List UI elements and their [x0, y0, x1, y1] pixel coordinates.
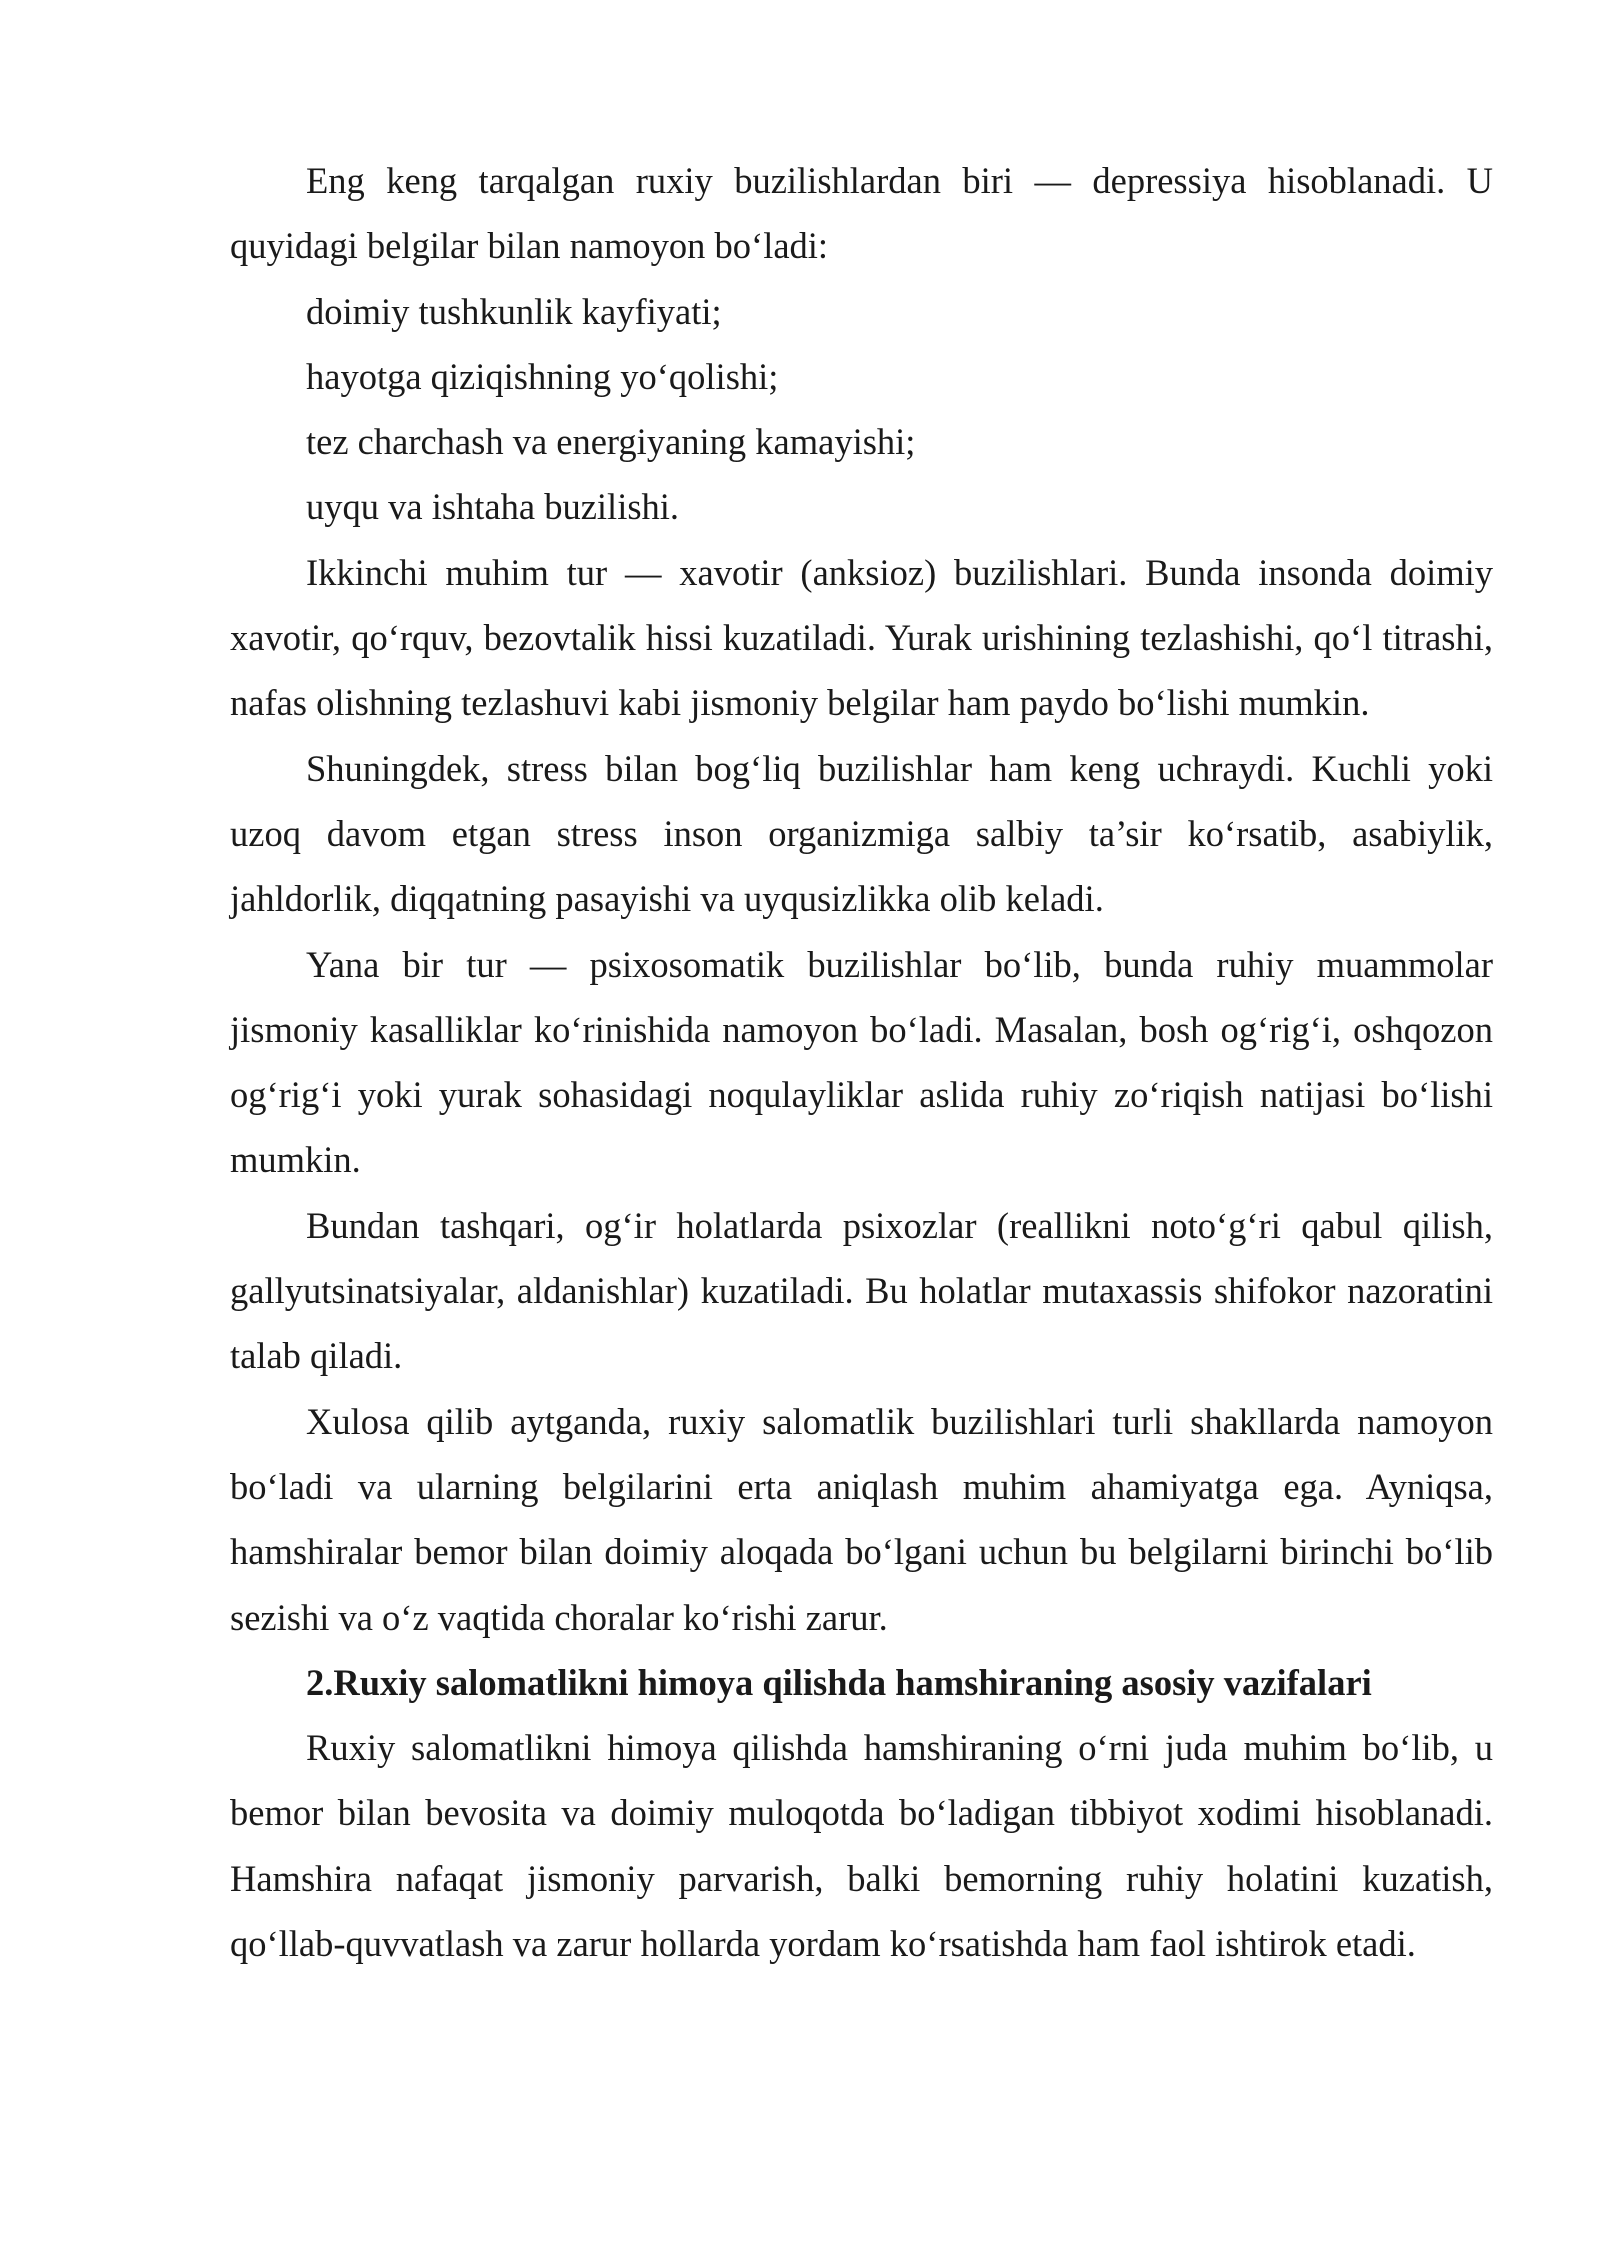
document-page — [230, 148, 1493, 1976]
depression-sign-item: doimiy tushkunlik kayfiyati; — [306, 290, 722, 332]
psychosis-paragraph: Bundan tashqari, og‘ir holatlarda psixozlar (reallikni noto‘g‘ri qabul qilish, gallyutsinatsiyalar, aldanishlar) kuzatiladi. Bu holatlar mutaxassis shifokor nazoratini talab qiladi. — [230, 1204, 1493, 1377]
conclusion-paragraph: Xulosa qilib aytganda, ruxiy salomatlik buzilishlari turli shakllarda namoyon bo‘ladi va ularning belgilarini erta aniqlash muhim ahamiyatga ega. Ayniqsa, hamshiralar bemor bilan doimiy aloqada bo‘lgani uchun bu belgilarni birinchi bo‘lib sezishi va o‘z vaqtida choralar ko‘rishi zarur. — [230, 1400, 1493, 1638]
psychosomatic-paragraph: Yana bir tur — psixosomatik buzilishlar bo‘lib, bunda ruhiy muammolar jismoniy kasalliklar ko‘rinishida namoyon bo‘ladi. Masalan, bosh og‘rig‘i, oshqozon og‘rig‘i yoki yurak sohasidagi noqulayliklar aslida ruhiy zo‘riqish natijasi bo‘lishi mumkin. — [230, 943, 1493, 1181]
depression-sign-item: uyqu va ishtaha buzilishi. — [306, 486, 680, 528]
intro-paragraph: Eng keng tarqalgan ruxiy buzilishlardan biri — depressiya hisoblanadi. U quyidagi belgilar bilan namoyon bo‘ladi: — [230, 160, 1493, 267]
depression-sign-item: tez charchash va energiyaning kamayishi; — [306, 421, 916, 463]
section-heading: 2.Ruxiy salomatlikni himoya qilishda hamshiraning asosiy vazifalari — [306, 1661, 1372, 1703]
anxiety-paragraph: Ikkinchi muhim tur — xavotir (anksioz) buzilishlari. Bunda insonda doimiy xavotir, qo‘rquv, bezovtalik hissi kuzatiladi. Yurak urishining tezlashishi, qo‘l titrashi, nafas olishning tezlashuvi kabi jismoniy belgilar ham paydo bo‘lishi mumkin. — [230, 551, 1493, 724]
section-paragraph: Ruxiy salomatlikni himoya qilishda hamshiraning o‘rni juda muhim bo‘lib, u bemor bilan bevosita va doimiy muloqotda bo‘ladigan tibbiyot xodimi hisoblanadi. Hamshira nafaqat jismoniy parvarish, balki bemorning ruhiy holatini kuzatish, qo‘llab-quvvatlash va zarur hollarda yordam ko‘rsatishda ham faol ishtirok etadi. — [230, 1727, 1493, 1965]
depression-sign-item: hayotga qiziqishning yo‘qolishi; — [306, 355, 779, 397]
stress-paragraph: Shuningdek, stress bilan bog‘liq buzilishlar ham keng uchraydi. Kuchli yoki uzoq davom etgan stress inson organizmiga salbiy ta’sir ko‘rsatib, asabiylik, jahldorlik, diqqatning pasayishi va uyqusizlikka olib keladi. — [230, 747, 1493, 920]
